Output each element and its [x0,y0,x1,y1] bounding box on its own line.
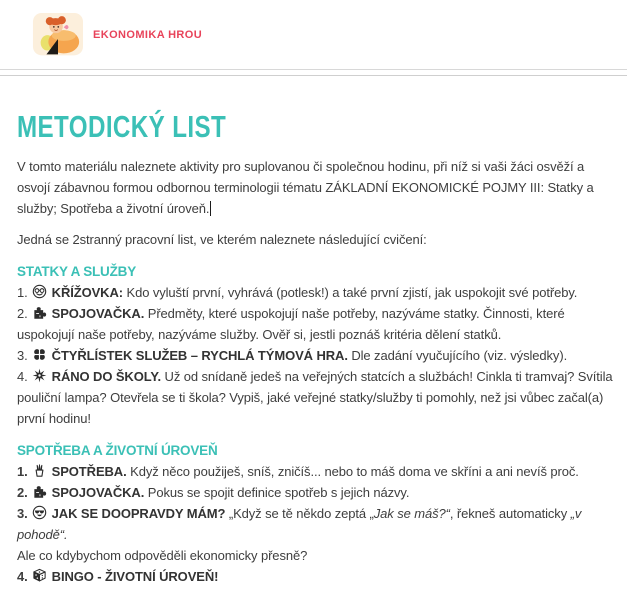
sun-icon [32,368,47,383]
item-text: Dle zadání vyučujícího (viz. výsledky). [347,348,568,363]
intro-second-paragraph: Jedná se 2stranný pracovní list, ve kterém naleznete následující cvičení: [17,232,427,247]
document-body[interactable] [0,110,627,587]
exercise-item [17,282,613,303]
section-heading: SPOTŘEBA A ŽIVOTNÍ ÚROVEŇ [17,443,218,458]
item-label: SPOJOVAČKA. [51,485,145,500]
puzzle-piece-icon [32,305,47,320]
item-text: , řekneš automaticky [449,506,571,521]
exercise-item [17,345,613,366]
section-heading: STATKY A SLUŽBY [17,264,137,279]
intro-paragraph [17,156,613,219]
item-label: SPOTŘEBA. [51,464,127,479]
item-label: KŘÍŽOVKA: [51,285,123,300]
item-text: „v pohodě“. [17,506,582,542]
item-label: BINGO - ŽIVOTNÍ ÚROVEŇ! [51,569,219,584]
ekonomika-hrou-logo-icon [32,12,84,58]
item-text: „Když se tě někdo zeptá „ [225,506,374,521]
exercise-item [17,482,613,503]
item-label: JAK SE DOOPRAVDY MÁM? [51,506,226,521]
item-text: Kdo vyluští první, vyhrává (potlesk!) a také první zjistí, jak uspokojit své potřeby. [122,285,578,300]
exercise-item [17,461,613,482]
item-text: Ale co kdybychom odpověděli ekonomicky přesně? [17,548,308,563]
worksheet-section [17,261,613,429]
worksheet-section [17,440,613,587]
header-divider [0,70,627,76]
exercise-item-continuation [17,545,613,566]
item-text: Už od snídaně jedeš na veřejných statcích a službách! Cinkla ti tramvaj? Svítila pouliční lampa? Otevřela se ti škola? Vypiš, jaké veřejné statky/služby ti pomohly, než jsi vůbec začal(a) první hodinu! [17,369,613,426]
page-title: METODICKÝ LIST [17,109,227,144]
item-number: 3. [17,348,28,363]
exercise-item [17,303,613,345]
intro-text: V tomto materiálu naleznete aktivity pro suplovanou či společnou hodinu, při níž si vaši žáci osvěží a osvojí zábavnou formou odbornou terminologii tématu ZÁKLADNÍ EKONOMICKÉ POJMY III: Statky a služby; Spotřeba a životní úroveň. [17,159,594,216]
item-label: SPOJOVAČKA. [51,306,145,321]
site-header [0,0,627,70]
item-number: 4. [17,369,28,384]
puzzle-piece-icon [32,484,47,499]
item-number: 2. [17,485,28,500]
item-text: Když něco použiješ, sníš, zničíš... nebo to máš doma ve skříni a ani nevíš proč. [126,464,579,479]
item-number: 1. [17,285,28,300]
item-number: 3. [17,506,28,521]
four-leaf-clover-icon [32,347,47,362]
french-fries-icon [32,463,47,478]
game-die-icon [32,568,47,583]
item-label: ČTYŘLÍSTEK SLUŽEB – RYCHLÁ TÝMOVÁ HRA. [51,348,348,363]
item-number: 2. [17,306,28,321]
exercise-item [17,566,613,587]
item-text: Předměty, které uspokojují naše potřeby, nazýváme statky. Činnosti, které uspokojují naše potřeby, nazýváme služby. Ověř si, jestli poznáš kritéria dělení statků. [17,306,565,342]
nerd-face-icon [32,284,47,299]
exercise-item [17,503,613,545]
item-text: Pokus se spojit definice spotřeb s jejich názvy. [144,485,410,500]
item-text: Jak se máš?“ [373,506,450,521]
item-number: 4. [17,569,28,584]
sunglasses-face-icon [32,505,47,520]
worksheet-sections [17,261,613,587]
brand-name: EKONOMIKA HROU [93,28,203,41]
item-number: 1. [17,464,28,479]
exercise-item [17,366,613,429]
text-caret [210,201,211,216]
item-label: RÁNO DO ŠKOLY. [51,369,162,384]
